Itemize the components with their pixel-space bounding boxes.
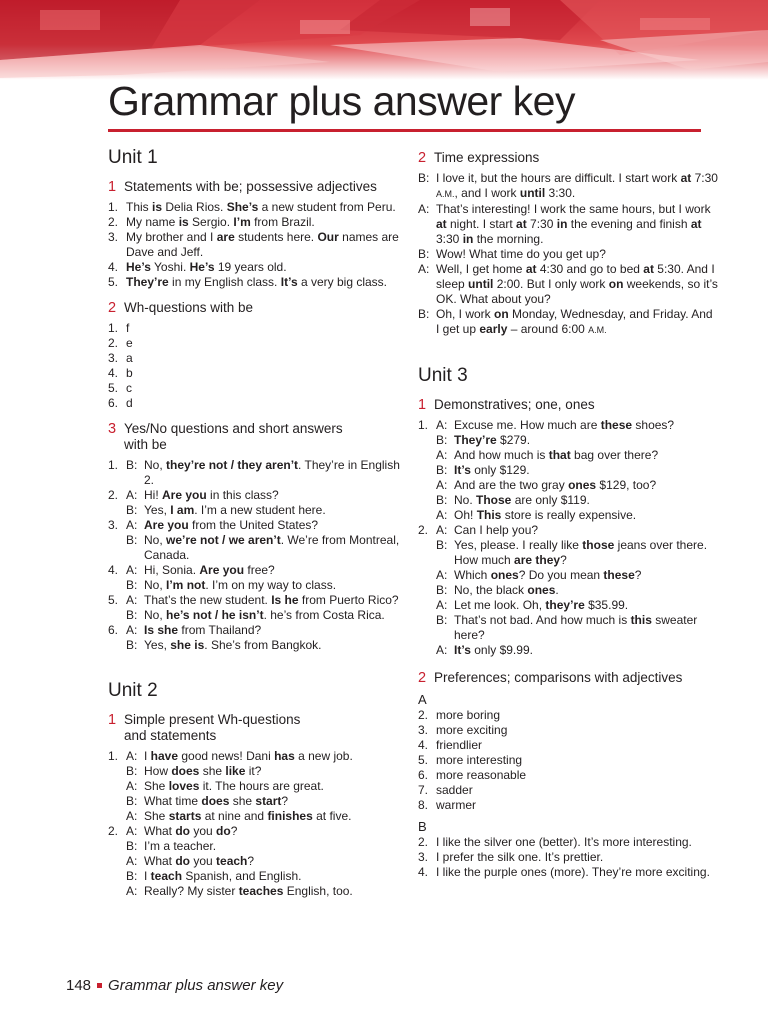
unit3-s2-part-b-list	[418, 835, 718, 880]
item-number: 1.	[108, 749, 119, 763]
unit3-s2-part-a-list	[418, 708, 718, 813]
speaker-label: B:	[418, 247, 430, 261]
unit1-s3-list	[108, 458, 408, 653]
speaker-label: B:	[436, 583, 448, 597]
dialog-line	[108, 593, 408, 608]
item-text: I like the silver one (better). It’s more interesting.	[436, 835, 692, 849]
dialog-line	[418, 643, 718, 658]
dialog-text: Oh, I work on Monday, Wednesday, and Friday. And I get up early – around 6:00 A.M.	[436, 307, 713, 336]
item-text: c	[126, 381, 132, 395]
dialog-line	[108, 824, 408, 839]
dialog-text: No, I’m not. I’m on my way to class.	[144, 578, 337, 592]
item-text: b	[126, 366, 133, 380]
item-number: 6.	[108, 623, 119, 637]
dialog-line	[418, 262, 718, 307]
page-number: 148	[66, 977, 92, 994]
dialog-line	[108, 488, 408, 503]
item-number	[418, 478, 436, 493]
dialog-text: She loves it. The hours are great.	[144, 779, 324, 793]
item-number	[108, 764, 126, 779]
item-number: 2.	[108, 488, 119, 502]
part-b-label: B	[418, 819, 427, 834]
dialog-text: Hi! Are you in this class?	[144, 488, 279, 502]
section-number: 2	[108, 300, 117, 316]
unit2-heading: Unit 2	[108, 680, 158, 701]
dialog-line	[108, 533, 408, 563]
section-title: Statements with be; possessive adjectives	[124, 179, 377, 194]
list-item	[108, 275, 408, 290]
item-number: 2.	[418, 708, 429, 722]
dialog-line	[108, 638, 408, 653]
dialog-line	[418, 478, 718, 493]
item-number: 1.	[108, 200, 119, 214]
speaker-label: B:	[126, 764, 138, 778]
dialog-line	[418, 568, 718, 583]
bullet-square-icon	[97, 983, 102, 988]
item-text: more interesting	[436, 753, 523, 767]
item-number: 3.	[418, 850, 429, 864]
dialog-line	[418, 448, 718, 463]
item-number	[418, 493, 436, 508]
dialog-line	[418, 508, 718, 523]
item-number	[418, 433, 436, 448]
dialog-text: Excuse me. How much are these shoes?	[454, 418, 675, 432]
dialog-line	[108, 869, 408, 884]
speaker-label: A:	[126, 884, 138, 898]
unit2-s2-heading	[418, 150, 718, 166]
list-item	[108, 351, 408, 366]
speaker-label: B:	[436, 433, 448, 447]
dialog-text: Can I help you?	[454, 523, 539, 537]
dialog-line	[418, 307, 718, 338]
dialog-line	[108, 578, 408, 593]
list-item	[108, 336, 408, 351]
dialog-line	[108, 608, 408, 623]
section-number: 1	[108, 179, 117, 195]
section-title: Demonstratives; one, ones	[434, 397, 595, 412]
section-number: 2	[418, 150, 427, 166]
dialog-line	[108, 458, 408, 488]
dialog-line	[108, 794, 408, 809]
unit2-s1-heading	[108, 712, 324, 744]
list-item	[108, 260, 408, 275]
unit3-s1-list	[418, 418, 718, 658]
item-text: This is Delia Rios. She’s a new student from Peru.	[126, 200, 396, 214]
speaker-label: A:	[436, 523, 448, 537]
dialog-line	[108, 623, 408, 638]
item-number: 6.	[418, 768, 429, 782]
section-title: Time expressions	[434, 150, 540, 165]
item-number: 2.	[418, 835, 429, 849]
unit1-s1-list	[108, 200, 408, 290]
dialog-text: Yes, she is. She’s from Bangkok.	[144, 638, 322, 652]
speaker-label: B:	[126, 608, 138, 622]
list-item	[418, 835, 718, 850]
speaker-label: B:	[126, 503, 138, 517]
unit1-heading: Unit 1	[108, 147, 158, 168]
list-item	[418, 865, 718, 880]
dialog-text: Wow! What time do you get up?	[436, 247, 606, 261]
footer-text: Grammar plus answer key	[108, 977, 284, 994]
part-a-label: A	[418, 692, 427, 707]
item-text: warmer	[436, 798, 477, 812]
dialog-text: And are the two gray ones $129, too?	[454, 478, 657, 492]
item-number	[108, 854, 126, 869]
list-item	[108, 321, 408, 336]
speaker-label: B:	[126, 533, 138, 547]
unit1-s2-heading	[108, 300, 408, 316]
dialog-text: What do you teach?	[144, 854, 255, 868]
right-column	[418, 150, 718, 880]
item-number	[418, 463, 436, 478]
dialog-text: Let me look. Oh, they’re $35.99.	[454, 598, 629, 612]
item-number: 4.	[108, 366, 119, 380]
list-item	[108, 230, 408, 260]
dialog-line	[108, 779, 408, 794]
dialog-text: No, the black ones.	[454, 583, 559, 597]
item-number: 8.	[418, 798, 429, 812]
dialog-text: It’s only $9.99.	[454, 643, 533, 657]
item-number	[108, 869, 126, 884]
unit1-s3-heading	[108, 421, 354, 453]
list-item	[108, 215, 408, 230]
dialog-text: No. Those are only $119.	[454, 493, 590, 507]
dialog-line	[418, 583, 718, 598]
item-number	[108, 578, 126, 593]
dialog-text: It’s only $129.	[454, 463, 530, 477]
speaker-label: A:	[418, 202, 430, 216]
dialog-line	[108, 503, 408, 518]
section-number: 1	[418, 397, 427, 413]
speaker-label: B:	[126, 578, 138, 592]
dialog-text: No, they’re not / they aren’t. They’re in English 2.	[144, 458, 400, 487]
section-number: 3	[108, 421, 117, 437]
item-text: d	[126, 396, 133, 410]
speaker-label: A:	[126, 749, 138, 763]
speaker-label: A:	[126, 518, 138, 532]
list-item	[108, 366, 408, 381]
section-title: Yes/No questions and short answers with be	[124, 421, 343, 452]
dialog-text: I’m a teacher.	[144, 839, 217, 853]
item-number: 6.	[108, 396, 119, 410]
dialog-text: No, he’s not / he isn’t. he’s from Costa Rica.	[144, 608, 385, 622]
dialog-text: Are you from the United States?	[144, 518, 319, 532]
speaker-label: B:	[436, 538, 448, 552]
item-number	[108, 608, 126, 623]
item-number: 4.	[108, 260, 119, 274]
speaker-label: A:	[436, 448, 448, 462]
item-number	[108, 503, 126, 518]
page-title: Grammar plus answer key	[108, 78, 575, 124]
item-number: 4.	[108, 563, 119, 577]
speaker-label: B:	[436, 613, 448, 627]
item-number: 7.	[418, 783, 429, 797]
page-footer	[66, 977, 283, 994]
list-item	[418, 738, 718, 753]
unit2-s2-lines	[418, 171, 718, 338]
speaker-label: B:	[126, 458, 138, 472]
dialog-text: I teach Spanish, and English.	[144, 869, 302, 883]
item-number	[108, 533, 126, 563]
item-text: more boring	[436, 708, 501, 722]
item-number	[418, 538, 436, 568]
item-number	[418, 583, 436, 598]
dialog-text: How does she like it?	[144, 764, 262, 778]
title-rule	[108, 129, 701, 132]
dialog-line	[418, 418, 718, 433]
dialog-line	[418, 202, 718, 247]
speaker-label: A:	[126, 593, 138, 607]
dialog-line	[418, 523, 718, 538]
dialog-text: Oh! This store is really expensive.	[454, 508, 637, 522]
item-number: 3.	[108, 518, 119, 532]
list-item	[418, 753, 718, 768]
speaker-label: B:	[126, 794, 138, 808]
speaker-label: B:	[418, 171, 430, 185]
speaker-label: B:	[418, 307, 430, 321]
dialog-line	[418, 433, 718, 448]
dialog-line	[418, 598, 718, 613]
item-text: They’re in my English class. It’s a very big class.	[126, 275, 388, 289]
unit1-s1-heading	[108, 179, 408, 195]
item-number: 2.	[108, 215, 119, 229]
list-item	[418, 783, 718, 798]
item-text: e	[126, 336, 133, 350]
dialog-text: Really? My sister teaches English, too.	[144, 884, 353, 898]
speaker-label: B:	[126, 839, 138, 853]
speaker-label: A:	[436, 568, 448, 582]
item-number	[108, 794, 126, 809]
left-column	[108, 146, 408, 899]
dialog-line	[418, 171, 718, 202]
dialog-line	[108, 749, 408, 764]
item-number: 2.	[108, 336, 119, 350]
item-number: 3.	[108, 351, 119, 365]
item-number: 4.	[418, 738, 429, 752]
item-number: 4.	[418, 865, 429, 879]
unit3-heading: Unit 3	[418, 365, 468, 386]
banner-graphic	[0, 0, 768, 80]
dialog-line	[418, 538, 718, 568]
dialog-text: Hi, Sonia. Are you free?	[144, 563, 275, 577]
item-number: 2.	[418, 523, 429, 537]
speaker-label: A:	[126, 779, 138, 793]
dialog-line	[418, 247, 718, 262]
speaker-label: A:	[126, 854, 138, 868]
item-text: more exciting	[436, 723, 508, 737]
speaker-label: A:	[436, 418, 448, 432]
header-banner	[0, 0, 768, 80]
item-text: He’s Yoshi. He’s 19 years old.	[126, 260, 287, 274]
dialog-line	[108, 884, 408, 899]
item-number: 2.	[108, 824, 119, 838]
dialog-text: I have good news! Dani has a new job.	[144, 749, 353, 763]
unit2-s1-list	[108, 749, 408, 899]
speaker-label: A:	[126, 563, 138, 577]
list-item	[108, 381, 408, 396]
item-text: sadder	[436, 783, 473, 797]
dialog-line	[418, 493, 718, 508]
item-text: My name is Sergio. I’m from Brazil.	[126, 215, 315, 229]
section-title: Wh-questions with be	[124, 300, 254, 315]
item-text: friendlier	[436, 738, 483, 752]
dialog-line	[108, 518, 408, 533]
item-number: 1.	[418, 418, 429, 432]
dialog-line	[108, 809, 408, 824]
speaker-label: A:	[126, 488, 138, 502]
item-number	[418, 598, 436, 613]
dialog-text: They’re $279.	[454, 433, 531, 447]
item-number: 5.	[108, 275, 119, 289]
item-number: 3.	[418, 723, 429, 737]
dialog-text: Yes, I am. I’m a new student here.	[144, 503, 326, 517]
dialog-text: Which ones? Do you mean these?	[454, 568, 642, 582]
item-number: 1.	[108, 458, 119, 472]
speaker-label: B:	[126, 638, 138, 652]
list-item	[418, 723, 718, 738]
dialog-text: She starts at nine and finishes at five.	[144, 809, 352, 823]
dialog-text: Yes, please. I really like those jeans over there. How much are they?	[454, 538, 708, 567]
item-text: more reasonable	[436, 768, 527, 782]
item-text: I prefer the silk one. It’s prettier.	[436, 850, 604, 864]
dialog-line	[108, 764, 408, 779]
section-number: 2	[418, 670, 427, 686]
item-number	[418, 568, 436, 583]
section-title: Simple present Wh-questions and statements	[124, 712, 301, 743]
speaker-label: B:	[436, 493, 448, 507]
speaker-label: A:	[436, 643, 448, 657]
speaker-label: A:	[126, 824, 138, 838]
item-number	[418, 613, 436, 643]
list-item	[108, 396, 408, 411]
speaker-label: A:	[126, 809, 138, 823]
speaker-label: A:	[436, 598, 448, 612]
dialog-text: I love it, but the hours are difficult. I start work at 7:30 A.M., and I work until 3:30.	[436, 171, 718, 200]
dialog-text: That’s the new student. Is he from Puerto Rico?	[144, 593, 399, 607]
dialog-text: And how much is that bag over there?	[454, 448, 659, 462]
unit3-s1-heading	[418, 397, 718, 413]
dialog-line	[418, 463, 718, 478]
list-item	[418, 850, 718, 865]
item-text: f	[126, 321, 130, 335]
unit3-s2-heading	[418, 670, 718, 686]
section-title: Preferences; comparisons with adjectives	[434, 670, 683, 685]
speaker-label: B:	[126, 869, 138, 883]
item-number	[418, 643, 436, 658]
dialog-line	[108, 839, 408, 854]
item-number	[108, 839, 126, 854]
dialog-text: No, we’re not / we aren’t. We’re from Montreal, Canada.	[144, 533, 400, 562]
speaker-label: A:	[436, 508, 448, 522]
speaker-label: B:	[436, 463, 448, 477]
dialog-text: What do you do?	[144, 824, 238, 838]
section-number: 1	[108, 712, 117, 728]
dialog-line	[108, 563, 408, 578]
item-text: I like the purple ones (more). They’re more exciting.	[436, 865, 710, 879]
list-item	[418, 708, 718, 723]
item-number: 5.	[418, 753, 429, 767]
item-text: a	[126, 351, 133, 365]
item-number	[108, 638, 126, 653]
dialog-line	[418, 613, 718, 643]
dialog-text: Is she from Thailand?	[144, 623, 262, 637]
item-number	[108, 809, 126, 824]
dialog-text: Well, I get home at 4:30 and go to bed at 5:30. And I sleep until 2:00. But I only work on weekends, so it’s OK. What about you?	[436, 262, 718, 306]
dialog-line	[108, 854, 408, 869]
item-number: 5.	[108, 593, 119, 607]
item-number: 3.	[108, 230, 119, 244]
speaker-label: A:	[436, 478, 448, 492]
item-text: My brother and I are students here. Our names are Dave and Jeff.	[126, 230, 399, 259]
dialog-text: That’s not bad. And how much is this sweater here?	[454, 613, 698, 642]
dialog-text: That’s interesting! I work the same hours, but I work at night. I start at 7:30 in the evening and finish at 3:30 in the morning.	[436, 202, 711, 246]
speaker-label: A:	[418, 262, 430, 276]
item-number	[108, 884, 126, 899]
list-item	[108, 200, 408, 215]
unit1-s2-list	[108, 321, 408, 411]
item-number	[418, 448, 436, 463]
item-number	[418, 508, 436, 523]
list-item	[418, 768, 718, 783]
dialog-text: What time does she start?	[144, 794, 289, 808]
item-number	[108, 779, 126, 794]
list-item	[418, 798, 718, 813]
item-number: 1.	[108, 321, 119, 335]
item-number: 5.	[108, 381, 119, 395]
speaker-label: A:	[126, 623, 138, 637]
